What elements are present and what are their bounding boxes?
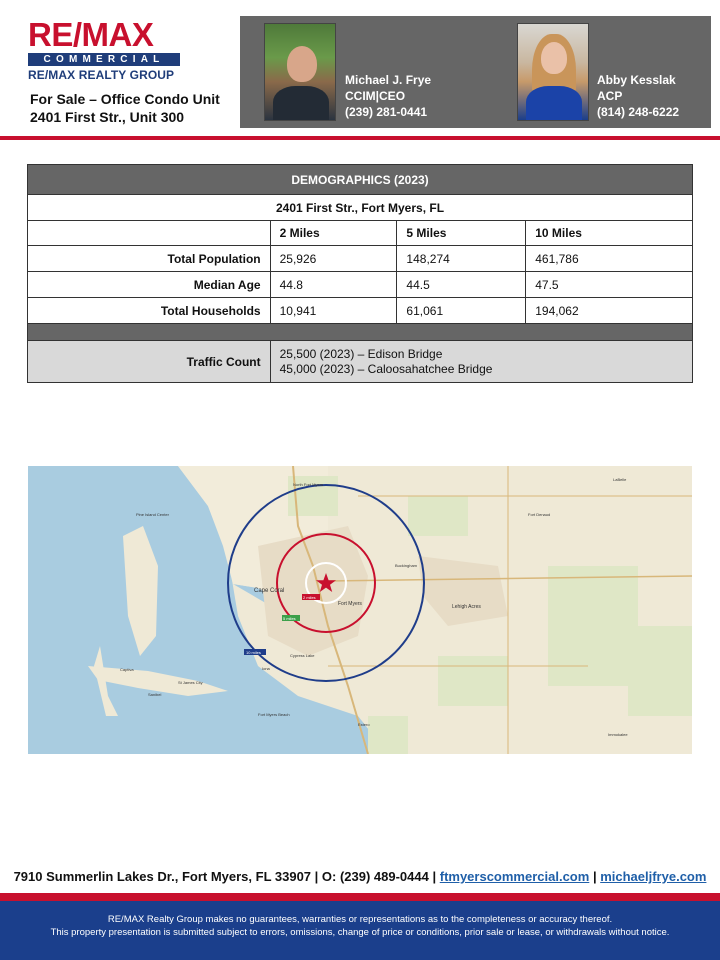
listing-title bbox=[30, 90, 220, 126]
table-cell: 47.5 bbox=[526, 272, 693, 298]
agent-name: Michael J. Frye bbox=[345, 73, 432, 87]
footer-contact-line bbox=[0, 869, 720, 884]
map-label-buckingham: Buckingham bbox=[395, 563, 418, 568]
table-cell: 44.8 bbox=[270, 272, 397, 298]
map-preserve bbox=[368, 716, 408, 754]
map-label-labelle: LaBelle bbox=[613, 477, 627, 482]
table-row bbox=[28, 246, 693, 272]
agent-card-abby bbox=[597, 72, 679, 120]
footer-link-ftmyerscommercial[interactable]: ftmyerscommercial.com bbox=[439, 869, 590, 884]
map-preserve bbox=[548, 566, 638, 686]
map-label-captiva: Captiva bbox=[120, 667, 134, 672]
location-map[interactable] bbox=[28, 466, 692, 754]
remax-commercial-logo bbox=[28, 18, 188, 82]
agents-panel bbox=[240, 16, 711, 128]
agent-title: CCIM|CEO bbox=[345, 89, 406, 103]
logo-group-name: RE/MAX REALTY GROUP bbox=[28, 68, 175, 82]
column-header: 2 Miles bbox=[270, 221, 397, 246]
table-cell: 461,786 bbox=[526, 246, 693, 272]
map-preserve bbox=[628, 626, 692, 716]
map-label-st-james-city: St James City bbox=[178, 680, 203, 685]
table-cell: 148,274 bbox=[397, 246, 526, 272]
row-label: Median Age bbox=[28, 272, 271, 298]
traffic-values bbox=[270, 341, 692, 383]
table-row bbox=[28, 298, 693, 324]
table-row bbox=[28, 272, 693, 298]
table-header-row bbox=[28, 221, 693, 246]
ring-label-5: 5 miles bbox=[283, 616, 296, 621]
ring-label-10: 10 miles bbox=[246, 650, 261, 655]
footer-address: 7910 Summerlin Lakes Dr., Fort Myers, FL 33907 | O: (239) 489-0444 | bbox=[13, 869, 437, 884]
agent-photo-michael bbox=[264, 23, 336, 121]
footer-link-michaeljfrye[interactable]: michaeljfrye.com bbox=[600, 869, 707, 884]
agent-phone[interactable]: (239) 281-0441 bbox=[345, 105, 428, 119]
listing-type: For Sale – Office Condo Unit bbox=[30, 91, 220, 107]
map-label-immokalee: Immokalee bbox=[608, 732, 628, 737]
map-label-cape-coral: Cape Coral bbox=[254, 588, 285, 594]
table-cell: 44.5 bbox=[397, 272, 526, 298]
map-label-sanibel: Sanibel bbox=[148, 692, 162, 697]
logo-wordmark: RE/MAX bbox=[28, 16, 154, 53]
table-separator bbox=[28, 324, 693, 341]
demographics-table bbox=[27, 164, 693, 383]
header-divider bbox=[0, 136, 720, 140]
map-label-fort-myers-beach: Fort Myers Beach bbox=[258, 712, 290, 717]
agent-phone[interactable]: (814) 248-6222 bbox=[597, 105, 680, 119]
row-label: Total Population bbox=[28, 246, 271, 272]
agent-card-michael bbox=[345, 72, 431, 120]
table-cell: 25,926 bbox=[270, 246, 397, 272]
traffic-line: 45,000 (2023) – Caloosahatchee Bridge bbox=[279, 361, 493, 376]
footer-separator: | bbox=[592, 869, 597, 884]
agent-name: Abby Kesslak bbox=[597, 73, 676, 87]
traffic-label: Traffic Count bbox=[28, 341, 271, 383]
row-label: Total Households bbox=[28, 298, 271, 324]
traffic-line: 25,500 (2023) – Edison Bridge bbox=[279, 346, 443, 361]
agent-title: ACP bbox=[597, 89, 623, 103]
table-corner-cell bbox=[28, 221, 271, 246]
column-header: 5 Miles bbox=[397, 221, 526, 246]
logo-commercial-bar: COMMERCIAL bbox=[28, 53, 180, 66]
column-header: 10 Miles bbox=[526, 221, 693, 246]
ring-label-2: 2 miles bbox=[303, 595, 316, 600]
agent-photo-abby bbox=[517, 23, 589, 121]
map-label-lehigh-acres: Lehigh Acres bbox=[452, 604, 481, 610]
map-preserve bbox=[408, 496, 468, 536]
map-label-pine-island-center: Pine Island Center bbox=[136, 512, 169, 517]
map-canvas bbox=[28, 466, 692, 754]
listing-address: 2401 First Str., Unit 300 bbox=[30, 109, 185, 125]
demographics-heading: DEMOGRAPHICS (2023) bbox=[28, 165, 693, 195]
table-cell: 194,062 bbox=[526, 298, 693, 324]
demographics-address: 2401 First Str., Fort Myers, FL bbox=[28, 195, 693, 221]
map-label-north-fort-myers: North Fort Myers bbox=[293, 482, 324, 487]
map-label-cypress-lake: Cypress Lake bbox=[290, 653, 315, 658]
footer-red-band bbox=[0, 893, 720, 901]
table-cell: 61,061 bbox=[397, 298, 526, 324]
map-label-iona: Iona bbox=[262, 666, 270, 671]
disclaimer-line: RE/MAX Realty Group makes no guarantees, warranties or representations as to the completeness or accuracy thereof. bbox=[107, 914, 613, 925]
footer-disclaimer-band bbox=[0, 901, 720, 960]
map-label-fort-myers: Fort Myers bbox=[338, 601, 362, 607]
map-label-estero: Estero bbox=[358, 722, 370, 727]
map-label-fort-denaud: Fort Denaud bbox=[528, 512, 551, 517]
table-cell: 10,941 bbox=[270, 298, 397, 324]
traffic-row bbox=[28, 341, 693, 383]
map-preserve bbox=[438, 656, 508, 706]
disclaimer-line: This property presentation is submitted subject to errors, omissions, change of price or conditions, prior sale or lease, or withdrawals without notice. bbox=[50, 927, 670, 938]
